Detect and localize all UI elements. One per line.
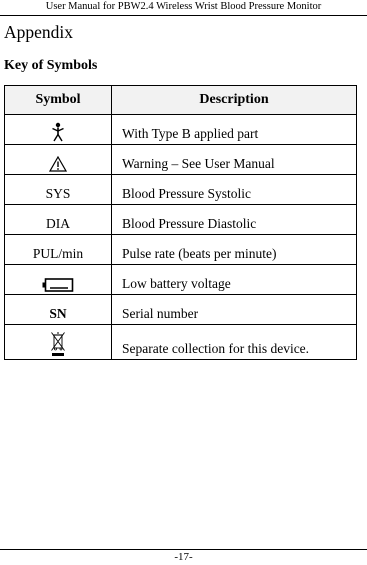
section-title: Appendix <box>4 22 74 42</box>
table-row <box>5 205 357 235</box>
description-cell: Low battery voltage <box>112 265 357 295</box>
description-cell: Blood Pressure Systolic <box>112 175 357 205</box>
description-column-header: Description <box>112 86 357 115</box>
table-row <box>5 265 357 295</box>
symbol-cell: SN <box>5 295 112 325</box>
symbol-cell <box>5 145 112 175</box>
type-b-applied-part-icon <box>51 122 65 142</box>
table-row <box>5 115 357 145</box>
table-row <box>5 235 357 265</box>
symbol-cell <box>5 115 112 145</box>
description-cell: Serial number <box>112 295 357 325</box>
table-header-row <box>5 86 357 115</box>
subsection-title: Key of Symbols <box>4 58 98 73</box>
low-battery-icon <box>42 278 74 292</box>
table-row <box>5 145 357 175</box>
table-row <box>5 175 357 205</box>
symbol-column-header: Symbol <box>5 86 112 115</box>
page-footer <box>0 549 367 564</box>
description-cell: Warning – See User Manual <box>112 145 357 175</box>
header-text: User Manual for PBW2.4 Wireless Wrist Blood Pressure Monitor <box>45 1 322 12</box>
description-cell: With Type B applied part <box>112 115 357 145</box>
symbol-cell: PUL/min <box>5 235 112 265</box>
warning-triangle-icon <box>49 156 67 172</box>
symbols-table <box>4 85 357 360</box>
crossed-bin-weee-icon <box>50 331 66 357</box>
description-cell: Separate collection for this device. <box>112 325 357 360</box>
symbol-cell: SYS <box>5 175 112 205</box>
table-row <box>5 325 357 360</box>
page-header <box>0 0 367 16</box>
table-row <box>5 295 357 325</box>
symbol-cell: DIA <box>5 205 112 235</box>
description-cell: Pulse rate (beats per minute) <box>112 235 357 265</box>
symbol-cell <box>5 325 112 360</box>
description-cell: Blood Pressure Diastolic <box>112 205 357 235</box>
symbol-cell <box>5 265 112 295</box>
page-number: -17- <box>174 551 193 563</box>
